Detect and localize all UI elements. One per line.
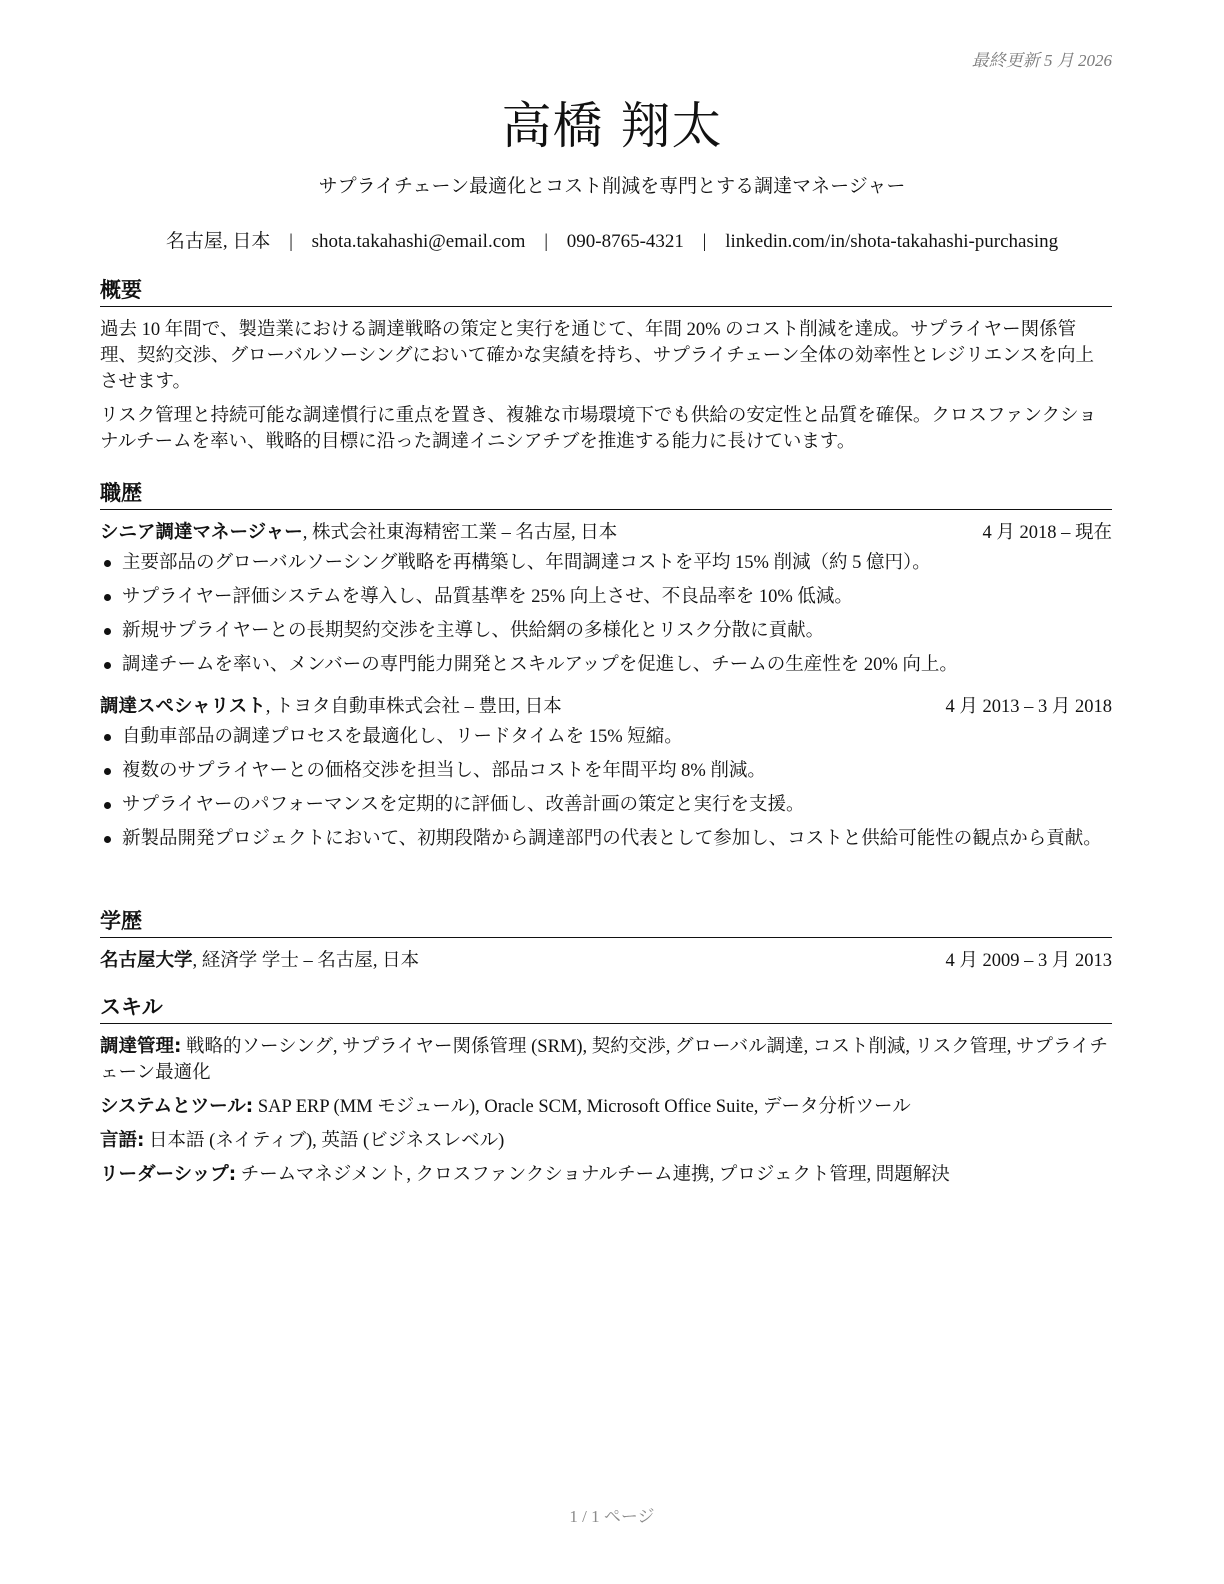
skill-line [100, 1094, 1112, 1120]
job-role: シニア調達マネージャー [100, 522, 303, 543]
contact-linkedin[interactable]: linkedin.com/in/shota-takahashi-purchasing [725, 231, 1059, 252]
job-bullets [100, 724, 1112, 852]
list-item: 複数のサプライヤーとの価格交渉を担当し、部品コストを年間平均 8% 削減。 [100, 758, 1112, 784]
job-dates: 4 月 2013 – 3 月 2018 [945, 697, 1112, 717]
skill-label: システムとツール: [100, 1096, 254, 1117]
skill-value: 日本語 (ネイティブ), 英語 (ビジネスレベル) [144, 1131, 505, 1151]
summary-paragraph: 過去 10 年間で、製造業における調達戦略の策定と実行を通じて、年間 20% のコスト削減を達成。サプライヤー関係管理、契約交渉、グローバルソーシングにおいて確かな実績を持ち、サプライチェーン全体の効率性とレジリエンスを向上させます。 [100, 320, 1095, 392]
section-title-summary: 概要 [100, 277, 1112, 307]
last-updated: 最終更新 5 月 2026 [971, 51, 1112, 70]
job-company: , トヨタ自動車株式会社 – 豊田, 日本 [265, 697, 562, 717]
candidate-name: 高橋 翔太 [501, 97, 723, 155]
skill-label: 調達管理: [100, 1036, 182, 1057]
skill-label: リーダーシップ: [100, 1164, 237, 1185]
education-degree: , 経済学 学士 – 名古屋, 日本 [192, 951, 420, 971]
job-bullets [100, 550, 1112, 678]
skill-line [100, 1128, 1112, 1154]
contact-separator: | [289, 231, 293, 252]
job-title-line [100, 694, 562, 720]
list-item: 調達チームを率い、メンバーの専門能力開発とスキルアップを促進し、チームの生産性を 20% 向上。 [100, 652, 1112, 678]
education-dates: 4 月 2009 – 3 月 2013 [945, 951, 1112, 971]
job-entry [100, 694, 1112, 852]
education-school: 名古屋大学 [100, 950, 193, 971]
contact-email[interactable]: shota.takahashi@email.com [311, 231, 526, 252]
skill-value: チームマネジメント, クロスファンクショナルチーム連携, プロジェクト管理, 問題解決 [236, 1165, 950, 1185]
list-item: サプライヤーのパフォーマンスを定期的に評価し、改善計画の策定と実行を支援。 [100, 792, 1112, 818]
page-indicator: 1 / 1 ページ [569, 1507, 655, 1526]
list-item: 新製品開発プロジェクトにおいて、初期段階から調達部門の代表として参加し、コストと供給可能性の観点から貢献。 [100, 826, 1112, 852]
contact-location: 名古屋, 日本 [165, 231, 271, 252]
list-item: 主要部品のグローバルソーシング戦略を再構築し、年間調達コストを平均 15% 削減（約 5 億円）。 [100, 550, 1112, 576]
contact-separator: | [702, 231, 707, 252]
job-header [100, 694, 1112, 720]
skill-value: 戦略的ソーシング, サプライヤー関係管理 (SRM), 契約交渉, グローバル調達, コスト削減, リスク管理, サプライチェーン最適化 [100, 1037, 1108, 1083]
skill-line [100, 1162, 1112, 1188]
summary-paragraph: リスク管理と持続可能な調達慣行に重点を置き、複雑な市場環境下でも供給の安定性と品質を確保。クロスファンクショナルチームを率い、戦略的目標に沿った調達イニシアチブを推進する能力に長けています。 [100, 406, 1097, 452]
job-entry [100, 520, 1112, 678]
job-dates: 4 月 2018 – 現在 [982, 523, 1112, 543]
skill-value: SAP ERP (MM モジュール), Oracle SCM, Microsoft Office Suite, データ分析ツール [253, 1097, 911, 1117]
skill-line [100, 1034, 1112, 1086]
experience-section [100, 480, 1112, 860]
skills-section [100, 994, 1112, 1196]
job-company: , 株式会社東海精密工業 – 名古屋, 日本 [302, 523, 618, 543]
job-header [100, 520, 1112, 546]
education-entry [100, 948, 1112, 974]
job-title-line [100, 520, 617, 546]
contact-line [0, 226, 1224, 253]
education-section [100, 908, 1112, 974]
section-title-skills: スキル [100, 994, 1112, 1024]
contact-phone[interactable]: 090-8765-4321 [566, 231, 684, 252]
summary-section [100, 277, 1112, 463]
contact-separator: | [544, 231, 548, 252]
job-role: 調達スペシャリスト [100, 696, 266, 717]
tagline: サプライチェーン最適化とコスト削減を専門とする調達マネージャー [318, 176, 906, 197]
section-title-education: 学歴 [100, 908, 1112, 938]
skill-label: 言語: [100, 1130, 145, 1151]
education-title-line [100, 948, 419, 974]
list-item: サプライヤー評価システムを導入し、品質基準を 25% 向上させ、不良品率を 10% 低減。 [100, 584, 1112, 610]
section-title-experience: 職歴 [100, 480, 1112, 510]
list-item: 自動車部品の調達プロセスを最適化し、リードタイムを 15% 短縮。 [100, 724, 1112, 750]
list-item: 新規サプライヤーとの長期契約交渉を主導し、供給網の多様化とリスク分散に貢献。 [100, 618, 1112, 644]
